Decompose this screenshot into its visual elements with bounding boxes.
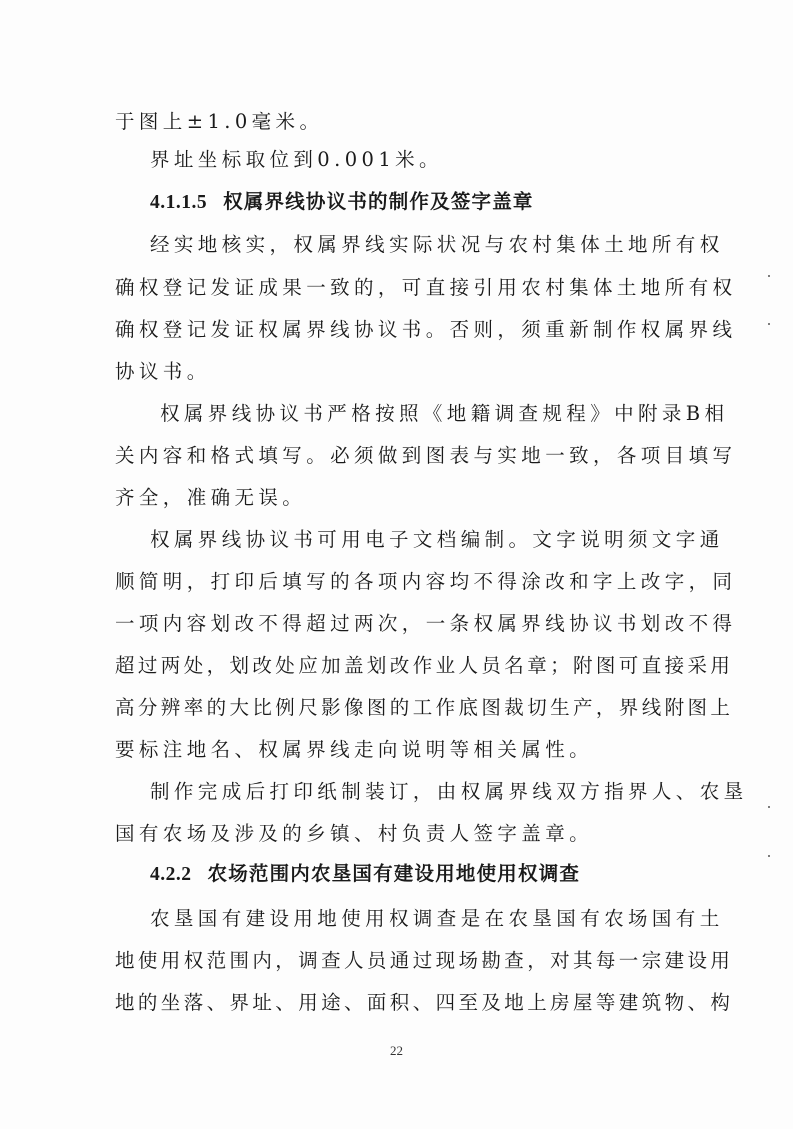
paragraph-line: 协议书。 — [115, 360, 211, 383]
paragraph-line: 权属界线协议书严格按照《地籍调查规程》中附录B相 — [160, 402, 729, 425]
paragraph-line: 地的坐落、界址、用途、面积、四至及地上房屋等建筑物、构 — [115, 991, 734, 1014]
paragraph-line: 顺简明，打印后填写的各项内容均不得涂改和字上改字，同 — [115, 570, 737, 593]
page-number: 22 — [390, 1043, 403, 1058]
paragraph-line: 界址坐标取位到0.001米。 — [150, 148, 443, 171]
paragraph-line: 确权登记发证权属界线协议书。否则，须重新制作权属界线 — [115, 318, 737, 341]
paragraph-line: 齐全，准确无误。 — [115, 486, 307, 509]
paragraph-line: 国有农场及涉及的乡镇、村负责人签字盖章。 — [115, 822, 594, 845]
scan-speck — [768, 323, 770, 325]
paragraph-line: 一项内容划改不得超过两次，一条权属界线协议书划改不得 — [115, 612, 737, 635]
paragraph-line: 高分辨率的大比例尺影像图的工作底图裁切生产，界线附图上 — [115, 696, 734, 719]
scan-speck — [768, 275, 770, 277]
section-heading-4-2-2 — [150, 862, 580, 887]
paragraph-line: 超过两处，划改处应加盖划改作业人员名章；附图可直接采用 — [115, 654, 734, 677]
paragraph-line: 经实地核实，权属界线实际状况与农村集体土地所有权 — [150, 233, 724, 256]
section-number: 4.1.1.5 — [150, 192, 208, 213]
section-heading-4-1-1-5 — [150, 190, 534, 215]
section-title: 农场范围内农垦国有建设用地使用权调查 — [207, 862, 581, 885]
paragraph-line: 制作完成后打印纸制装订，由权属界线双方指界人、农垦 — [150, 780, 748, 803]
paragraph-line: 地使用权范围内，调查人员通过现场勘查，对其每一宗建设用 — [115, 949, 734, 972]
section-title: 权属界线协议书的制作及签字盖章 — [223, 190, 534, 213]
paragraph-line: 农垦国有建设用地使用权调查是在农垦国有农场国有土 — [150, 907, 724, 930]
paragraph-line: 确权登记发证成果一致的，可直接引用农村集体土地所有权 — [115, 276, 737, 299]
paragraph-line: 要标注地名、权属界线走向说明等相关属性。 — [115, 738, 594, 761]
paragraph-line: 权属界线协议书可用电子文档编制。文字说明须文字通 — [150, 528, 724, 551]
scan-speck — [768, 806, 770, 808]
paragraph-line: 于图上±1.0毫米。 — [115, 110, 324, 133]
paragraph-line: 关内容和格式填写。必须做到图表与实地一致，各项目填写 — [115, 444, 737, 467]
section-number: 4.2.2 — [150, 864, 192, 885]
scan-speck — [768, 855, 770, 857]
